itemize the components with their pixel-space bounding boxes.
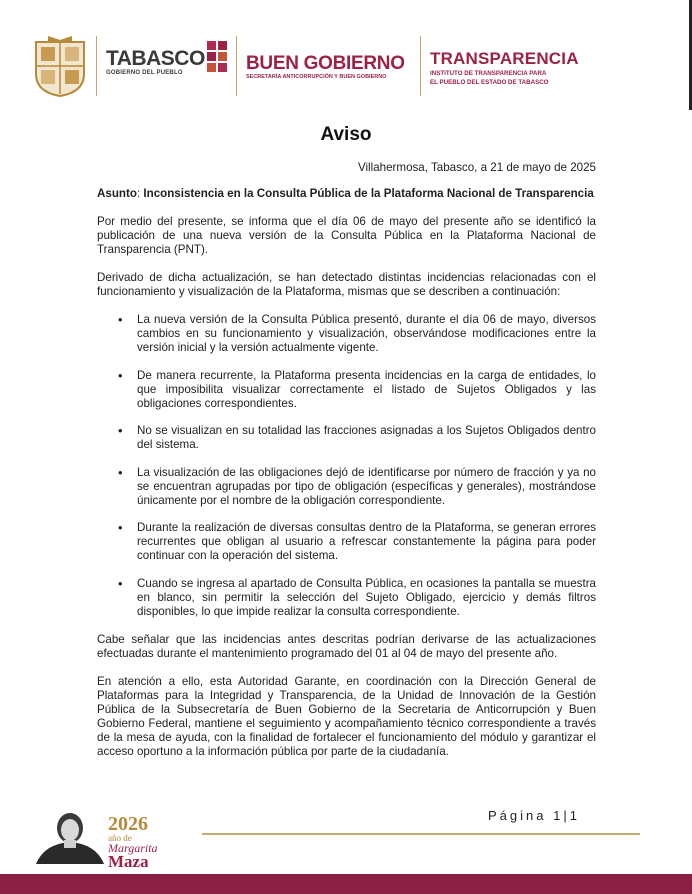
transparencia-subtitle-2: EL PUEBLO DEL ESTADO DE TABASCO xyxy=(430,79,549,86)
list-item: • De manera recurrente, la Plataforma presenta incidencias en la carga de entidades, lo que imposibilita visualizar correctamente el listado de Sujetos Obligados y las obligaciones correspondientes. xyxy=(137,369,596,411)
transparencia-subtitle-1: INSTITUTO DE TRANSPARENCIA PARA xyxy=(430,70,547,77)
page-number: Página 1|1 xyxy=(488,808,580,823)
margarita-maza-year-logo xyxy=(108,814,158,870)
tabasco-coat-of-arms-icon xyxy=(30,34,90,98)
list-item: • La nueva versión de la Consulta Pública presentó, durante el día 06 de mayo, diversos cambios en su funcionamiento y visualización, observándose modificaciones entre la versión inicial y la versión actualmente vigente. xyxy=(137,313,596,355)
tabasco-subtitle: GOBIERNO DEL PUEBLO xyxy=(106,70,183,76)
tabasco-logo xyxy=(106,48,205,76)
letterhead xyxy=(30,26,670,106)
transparencia-logo xyxy=(430,50,579,86)
list-item: • La visualización de las obligaciones dejó de identificarse por número de fracción y ya no se encuentran agrupadas por tipo de obligación (específicas y generales), mostrándose únicamente por el nombre de la obligación correspondiente. xyxy=(137,466,596,508)
header-divider xyxy=(96,36,97,96)
asunto-line: Asunto: Inconsistencia en la Consulta Pública de la Plataforma Nacional de Transparencia xyxy=(97,187,594,200)
header-divider xyxy=(236,36,237,96)
list-item: • No se visualizan en su totalidad las fracciones asignadas a los Sujetos Obligados dentro del sistema. xyxy=(137,424,596,452)
asunto-text: Inconsistencia en la Consulta Pública de la Plataforma Nacional de Transparencia xyxy=(143,187,594,200)
paragraph: Cabe señalar que las incidencias antes descritas podrían derivarse de las actualizaciones efectuadas durante el mantenimiento programado del 01 al 04 de mayo del presente año. xyxy=(97,632,596,660)
footer-bar xyxy=(0,874,692,894)
paragraph: Derivado de dicha actualización, se han detectado distintas incidencias relacionadas con el funcionamiento y visualización de la Plataforma, mismas que se describen a continuación: xyxy=(97,271,596,298)
incidents-list xyxy=(97,313,596,619)
paragraph: En atención a ello, esta Autoridad Garante, en coordinación con la Dirección General de Plataformas para la Integridad y Transparencia, de la Unidad de Innovación de la Gestión Pública de la Subsecretaría de Buen Gobierno de la Secretaria de Anticorrupción y Buen Gobierno Federal, mantiene el seguimiento y acompañamiento técnico correspondiente a través de la mesa de ayuda, con la finalidad de fortalecer el funcionamiento del módulo y garantizar el acceso oportuno a la información pública por parte de la ciudadanía. xyxy=(97,674,596,758)
header-divider xyxy=(420,36,421,96)
list-item: • Cuando se ingresa al apartado de Consulta Pública, en ocasiones la pantalla se muestra en blanco, sin permitir la selección del Sujeto Obligado, ejercicio y demás filtros disponibles, lo que impide realizar la consulta correspondiente. xyxy=(137,577,596,619)
name-last: Maza xyxy=(108,852,149,871)
buen-gobierno-logo xyxy=(246,54,405,80)
year-number: 2026 xyxy=(108,813,148,835)
margarita-maza-portrait-icon xyxy=(34,810,106,864)
year-de: año de xyxy=(108,833,132,843)
asunto-label: Asunto xyxy=(97,187,137,200)
tabasco-title: TABASCO xyxy=(106,47,205,70)
name-first: Margarita xyxy=(108,841,158,855)
transparencia-title: TRANSPARENCIA xyxy=(430,49,579,68)
document-date: Villahermosa, Tabasco, a 21 de mayo de 2025 xyxy=(357,161,596,174)
document-title: Aviso xyxy=(320,124,372,145)
buen-gobierno-title: BUEN GOBIERNO xyxy=(246,53,405,74)
footer-divider xyxy=(202,833,640,835)
buen-gobierno-subtitle: SECRETARÍA ANTICORRUPCIÓN Y BUEN GOBIERNO xyxy=(246,74,387,80)
list-item: • Durante la realización de diversas consultas dentro de la Plataforma, se generan errores recurrentes que obligan al usuario a refrescar constantemente la página para poder continuar con la operación del sistema. xyxy=(137,521,596,563)
tabasco-emblem-icon xyxy=(206,40,228,80)
paragraph: Por medio del presente, se informa que el día 06 de mayo del presente año se identificó la publicación de una nueva versión de la Consulta Pública en la Plataforma Nacional de Transparencia (PNT). xyxy=(97,215,596,256)
document-body xyxy=(97,187,596,773)
